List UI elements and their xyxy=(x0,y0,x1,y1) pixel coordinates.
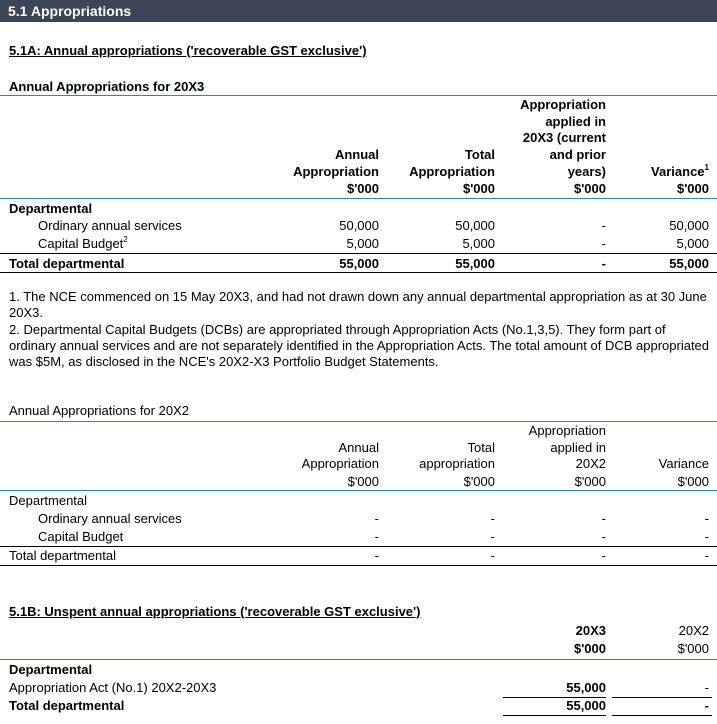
b-header-cur-1: 20X3 xyxy=(575,623,606,638)
t2-row-capital-label: Capital Budget xyxy=(38,529,124,544)
t1-total-top-rule xyxy=(0,253,717,254)
t1-total-total: 55,000 xyxy=(455,256,495,271)
section-header xyxy=(0,0,717,22)
t2-row-capital-variance: - xyxy=(704,529,709,544)
b-total-label: Total departmental xyxy=(9,698,125,713)
t2-total-applied: - xyxy=(601,548,606,563)
t2-row-ordinary-applied: - xyxy=(601,511,606,526)
t1-row-capital-variance: 5,000 xyxy=(676,236,709,251)
t1-total-annual: 55,000 xyxy=(339,256,379,271)
t2-group-label: Departmental xyxy=(9,493,88,508)
t2-header-applied-1: Appropriation xyxy=(528,423,606,438)
t2-header-total-2: appropriation xyxy=(419,456,495,471)
t2-header-annual-3: $'000 xyxy=(347,474,379,489)
t1-row-ordinary-variance: 50,000 xyxy=(669,218,709,233)
t2-total-total: - xyxy=(490,548,495,563)
table1-caption: Annual Appropriations for 20X3 xyxy=(9,79,205,94)
table1-top-rule xyxy=(0,95,717,96)
t1-group-label: Departmental xyxy=(9,201,93,216)
t2-total-label: Total departmental xyxy=(9,548,116,563)
t1-total-variance: 55,000 xyxy=(669,256,709,271)
t1-row-ordinary-label: Ordinary annual services xyxy=(38,218,182,233)
b-total-bottom-rule-prior xyxy=(612,715,712,716)
t2-total-variance: - xyxy=(704,548,709,563)
t2-total-top-rule xyxy=(0,546,717,547)
t1-header-variance-1: Variance$^1$ xyxy=(651,163,709,179)
t2-total-annual: - xyxy=(374,548,379,563)
t2-row-ordinary-label: Ordinary annual services xyxy=(38,511,182,526)
t2-total-bottom-rule xyxy=(0,565,717,566)
t2-header-total-3: $'000 xyxy=(463,474,495,489)
t1-header-rule xyxy=(0,198,717,199)
b-header-prior-2: $'000 xyxy=(677,641,709,656)
table2-top-rule xyxy=(0,421,717,422)
b-group-label: Departmental xyxy=(9,662,93,677)
t1-row-capital-label: Capital Budget$^2$ xyxy=(38,235,128,251)
b-total-bottom-rule-cur xyxy=(503,715,606,716)
t1-header-total-1: Total xyxy=(464,147,495,162)
b-total-prior: - xyxy=(704,698,709,713)
t2-header-applied-3: 20X2 xyxy=(575,456,606,471)
table2-caption: Annual Appropriations for 20X2 xyxy=(9,403,189,418)
t2-header-annual-1: Annual xyxy=(338,440,379,455)
b-row-act-cur: 55,000 xyxy=(566,680,606,695)
t2-row-ordinary-total: - xyxy=(490,511,495,526)
t1-header-annual-2: Appropriation xyxy=(293,164,379,179)
t1-header-applied-4: and prior xyxy=(549,147,606,162)
t1-row-ordinary-applied: - xyxy=(601,218,606,233)
b-header-cur-2: $'000 xyxy=(573,641,606,656)
t1-header-total-3: $'000 xyxy=(462,181,495,196)
t1-row-capital-applied: - xyxy=(601,236,606,251)
t1-total-bottom-rule xyxy=(0,272,717,273)
b-header-prior-1: 20X2 xyxy=(678,623,709,638)
b-header-rule xyxy=(0,659,717,660)
t2-header-applied-4: $'000 xyxy=(574,474,606,489)
t1-total-label: Total departmental xyxy=(9,256,125,271)
t1-header-applied-5: years) xyxy=(567,164,606,179)
t2-header-annual-2: Appropriation xyxy=(301,456,379,471)
t1-header-applied-1: Appropriation xyxy=(520,97,606,112)
t2-header-total-1: Total xyxy=(467,440,495,455)
section-title: 5.1 Appropriations xyxy=(8,3,132,19)
t1-header-annual-1: Annual xyxy=(334,147,379,162)
t2-header-variance-1: Variance xyxy=(658,456,709,471)
t1-total-applied: - xyxy=(601,256,606,271)
t1-row-ordinary-annual: 50,000 xyxy=(339,218,379,233)
t2-row-ordinary-annual: - xyxy=(374,511,379,526)
b-row-act-prior: - xyxy=(704,680,709,695)
t1-header-total-2: Appropriation xyxy=(409,164,495,179)
note-5-1b-heading: 5.1B: Unspent annual appropriations ('recoverable GST exclusive') xyxy=(9,604,421,619)
t1-header-applied-6: $'000 xyxy=(573,181,606,196)
b-total-cur: 55,000 xyxy=(566,698,606,713)
t1-header-variance-2: $'000 xyxy=(676,181,709,196)
note-5-1a-heading: 5.1A: Annual appropriations ('recoverable GST exclusive') xyxy=(9,43,367,58)
t2-row-capital-annual: - xyxy=(374,529,379,544)
t2-row-ordinary-variance: - xyxy=(704,511,709,526)
t2-header-applied-2: applied in xyxy=(550,440,606,455)
t2-header-variance-2: $'000 xyxy=(677,474,709,489)
footnote-1: 1. The NCE commenced on 15 May 20X3, and had not drawn down any annual departmental appropriation as at 30 June 20X3. xyxy=(9,289,707,320)
t2-row-capital-applied: - xyxy=(601,529,606,544)
t1-header-applied-3: 20X3 (current xyxy=(522,130,606,145)
t1-row-ordinary-total: 50,000 xyxy=(455,218,495,233)
t1-row-capital-total: 5,000 xyxy=(462,236,495,251)
b-row-act-label: Appropriation Act (No.1) 20X2-20X3 xyxy=(9,680,217,695)
t1-header-annual-3: $'000 xyxy=(346,181,379,196)
t2-header-rule xyxy=(0,490,717,491)
t1-header-applied-2: applied in xyxy=(545,114,606,129)
t1-row-capital-annual: 5,000 xyxy=(346,236,379,251)
footnote-2: 2. Departmental Capital Budgets (DCBs) are appropriated through Appropriation Acts (No.1,3,5). They form part of ordinary annual services and are not separately identified in the Appropriation Acts. The total amount of DCB appropriated was $5M, as disclosed in the NCE's 20X2-X3 Portfolio Budget Statements. xyxy=(9,322,710,369)
t2-row-capital-total: - xyxy=(490,529,495,544)
